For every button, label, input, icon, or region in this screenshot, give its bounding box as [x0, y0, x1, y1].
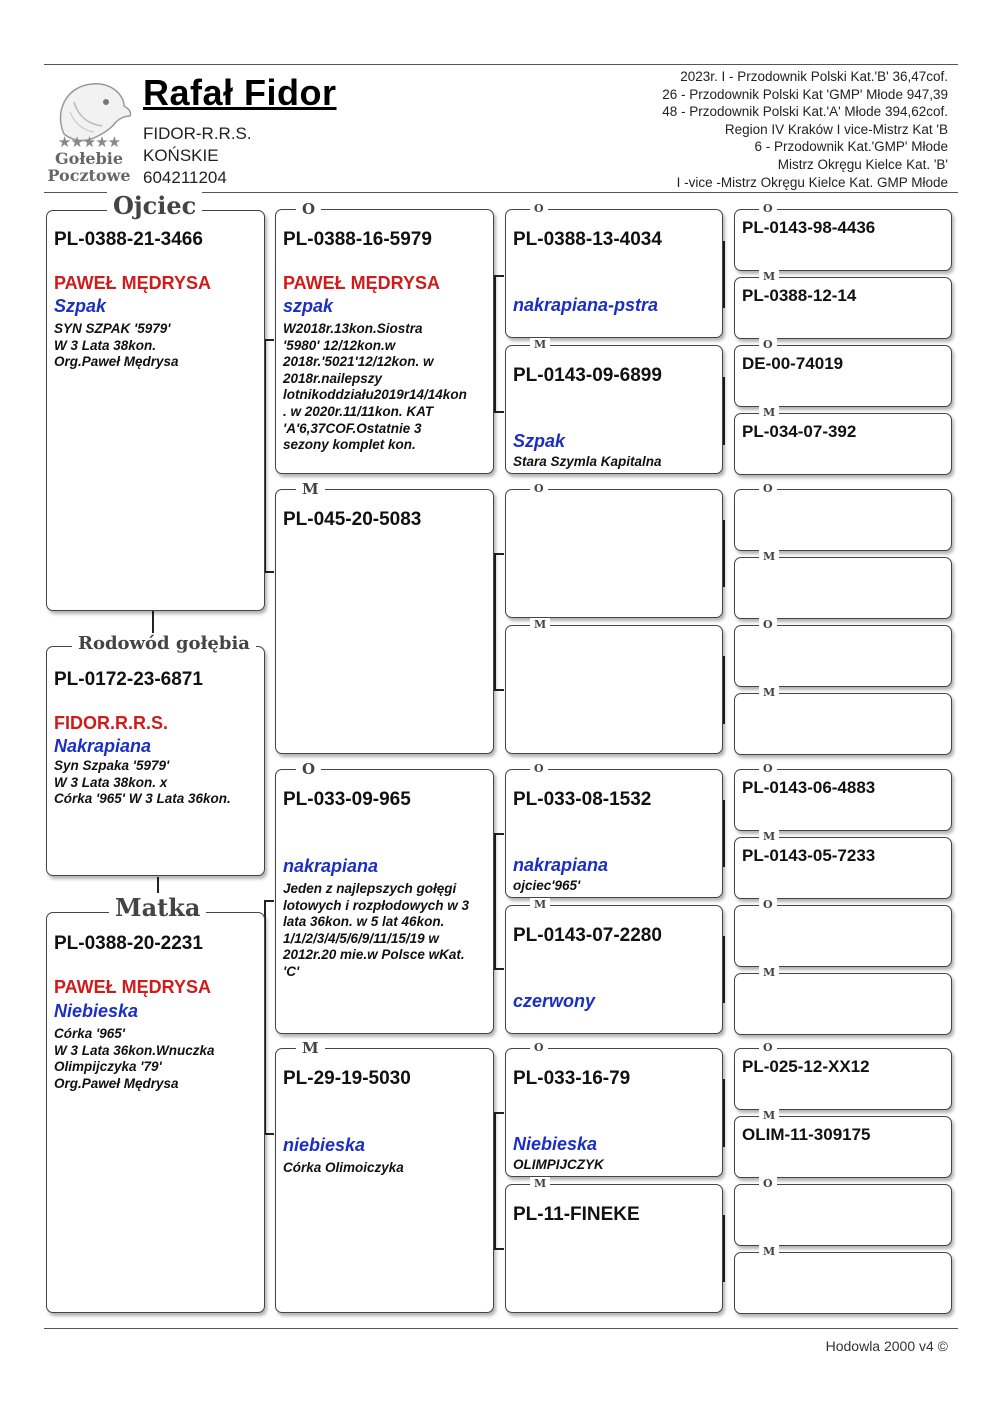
desc-line: Jeden z najlepszych gołęgi lotowych i rozpłodowych w 3 lata 36kon. w 5 lat 46kon. 1/1/2/3/4/5/6/9/11/15/19 w 2012r.20 mie.w Polsce wKat. 'C' [283, 881, 470, 979]
mmm-ring: PL-11-FINEKE [513, 1204, 640, 1225]
subject-description [54, 758, 259, 808]
mother-card[interactable] [46, 893, 265, 1313]
female-label: M [759, 1109, 779, 1122]
gen3-card[interactable] [505, 1177, 723, 1313]
female-label: M [296, 1039, 325, 1057]
father-card[interactable] [46, 191, 265, 611]
subject-ring: PL-0172-23-6871 [54, 669, 203, 690]
male-label: O [759, 338, 777, 351]
gen3-card[interactable] [505, 762, 723, 898]
connector [723, 241, 725, 308]
female-label: M [759, 966, 779, 979]
achievement-line: 48 - Przodownik Polski Kat.'A' Młode 394,62cof. [662, 104, 948, 120]
connector [723, 1079, 725, 1147]
gen4-card[interactable] [734, 550, 952, 619]
gen3-card[interactable] [505, 618, 723, 754]
male-label: O [530, 762, 548, 775]
mm-color: niebieska [283, 1135, 366, 1155]
connector [494, 553, 496, 689]
male-label: O [296, 200, 321, 218]
gen3-card[interactable] [505, 202, 723, 338]
mfm-color: czerwony [513, 991, 596, 1011]
male-label: O [759, 618, 777, 631]
male-label: O [759, 482, 777, 495]
mf-description [283, 881, 488, 981]
connector [264, 571, 274, 573]
connector [494, 1112, 496, 1248]
gen4-card[interactable] [734, 1245, 952, 1314]
female-label: M [759, 550, 779, 563]
connector [723, 377, 725, 445]
female-label: M [759, 830, 779, 843]
achievement-line: Mistrz Okręgu Kielce Kat. 'B' [777, 156, 948, 172]
gen3-card[interactable] [505, 482, 723, 618]
desc-line: Córka Olimoiczyka [283, 1160, 404, 1175]
granddam-paternal-card[interactable] [275, 480, 494, 754]
female-label: M [530, 338, 550, 351]
connector [723, 520, 725, 587]
fm-ring: PL-045-20-5083 [283, 509, 422, 530]
father-ring: PL-0388-21-3466 [54, 229, 203, 250]
male-label: O [759, 202, 777, 215]
breeder-city: KOŃSKIE [143, 146, 219, 165]
male-label: O [759, 1041, 777, 1054]
gen4-card[interactable] [734, 202, 952, 271]
gen4-card[interactable] [734, 898, 952, 967]
ffm-color: Szpak [513, 431, 566, 451]
breeder-loft: FIDOR-R.R.S. [143, 124, 252, 143]
male-label: O [530, 202, 548, 215]
gen4-card[interactable] [734, 406, 952, 475]
female-label: M [759, 1245, 779, 1258]
g4-ring: OLIM-11-309175 [742, 1125, 871, 1144]
mff-ring: PL-033-08-1532 [513, 789, 652, 810]
logo-stars: ★★★★★ [57, 134, 121, 151]
connector [494, 833, 496, 968]
female-label: M [759, 270, 779, 283]
pedigree-label: Rodowód gołębia [72, 633, 256, 654]
gen3-card[interactable] [505, 338, 723, 474]
connector [264, 339, 272, 571]
breeder-name: Rafał Fidor [143, 72, 337, 113]
male-label: O [759, 762, 777, 775]
connector [723, 936, 725, 1003]
mf-ring: PL-033-09-965 [283, 789, 411, 810]
male-label: O [530, 1041, 548, 1054]
connector [494, 411, 504, 413]
achievement-line: Region IV Kraków I vice-Mistrz Kat 'B [724, 121, 948, 137]
gen3-card[interactable] [505, 1041, 723, 1177]
female-label: M [530, 898, 550, 911]
fff-color: nakrapiana-pstra [513, 295, 659, 315]
mother-label: Matka [109, 893, 206, 922]
connector [152, 611, 154, 635]
mm-description [283, 1160, 488, 1177]
g4-ring: PL-0143-05-7233 [742, 846, 876, 865]
mfm-ring: PL-0143-07-2280 [513, 925, 662, 946]
mf-color: nakrapiana [283, 856, 379, 876]
g4-ring: PL-0143-06-4883 [742, 778, 876, 797]
software-credit: Hodowla 2000 v4 © [825, 1338, 948, 1354]
gen4-card[interactable] [734, 966, 952, 1035]
desc-line: Córka '965' W 3 Lata 36kon.Wnuczka Olimpijczyka '79' Org.Paweł Mędrysa [54, 1026, 215, 1091]
connector [494, 1112, 504, 1114]
mmf-description: OLIMPIJCZYK [513, 1157, 604, 1172]
ffm-ring: PL-0143-09-6899 [513, 365, 662, 386]
connector [264, 900, 274, 902]
mm-ring: PL-29-19-5030 [283, 1068, 411, 1089]
female-label: M [759, 406, 779, 419]
gen4-card[interactable] [734, 270, 952, 339]
fff-ring: PL-0388-13-4034 [513, 229, 662, 250]
subject-color: Nakrapiana [54, 736, 152, 756]
male-label: O [759, 1177, 777, 1190]
mother-ring: PL-0388-20-2231 [54, 933, 203, 954]
grandsire-maternal-card[interactable] [275, 760, 494, 1034]
achievement-line: I -vice -Mistrz Okręgu Kielce Kat. GMP Młode [676, 174, 948, 190]
desc-line: Syn Szpaka '5979' W 3 Lata 38kon. x Córka '965' W 3 Lata 36kon. [54, 758, 231, 807]
connector [264, 339, 274, 341]
male-label: O [759, 898, 777, 911]
mmf-color: Niebieska [513, 1134, 598, 1154]
gen3-card[interactable] [505, 898, 723, 1034]
achievement-line: 6 - Przodownik Kat.'GMP' Młode [754, 139, 948, 155]
gen4-card[interactable] [734, 618, 952, 687]
gen4-card[interactable] [734, 1109, 952, 1178]
female-label: M [530, 1177, 550, 1190]
logo-text-line1: Gołebie [54, 149, 124, 168]
mother-color: Niebieska [54, 1001, 139, 1021]
connector [494, 275, 504, 277]
achievements-list [662, 68, 948, 191]
mother-owner: PAWEŁ MĘDRYSA [54, 977, 212, 997]
g4-ring: PL-0143-98-4436 [742, 218, 876, 237]
father-owner: PAWEŁ MĘDRYSA [54, 273, 212, 293]
subject-owner: FIDOR.R.R.S. [54, 713, 169, 733]
achievement-line: 2023r. I - Przodownik Polski Kat.'B' 36,47cof. [680, 69, 948, 84]
connector [723, 1215, 725, 1282]
g4-ring: PL-025-12-XX12 [742, 1057, 870, 1076]
ff-owner: PAWEŁ MĘDRYSA [283, 273, 441, 293]
ff-color: szpak [283, 296, 334, 316]
gen4-card[interactable] [734, 482, 952, 551]
gen4-card[interactable] [734, 1041, 952, 1110]
desc-line: SYN SZPAK '5979' W 3 Lata 38kon. Org.Paweł Mędrysa [54, 321, 179, 370]
ff-description [283, 321, 488, 454]
male-label: O [530, 482, 548, 495]
subject-card[interactable] [46, 633, 265, 876]
female-label: M [296, 480, 325, 498]
father-description [54, 321, 259, 371]
desc-line: W2018r.13kon.Siostra '5980' 12/12kon.w 2018r.'5021'12/12kon. w 2018r.nailepszy lotnikoddziału2019r14/14kon . w 2020r.11/11kon. KAT 'A'6,37COF.Ostatnie 3 sezony komplet kon. [283, 321, 467, 453]
father-label: Ojciec [107, 191, 202, 220]
connector [494, 275, 496, 411]
female-label: M [530, 618, 550, 631]
breeder-phone: 604211204 [143, 168, 227, 187]
achievement-line: 26 - Przodownik Polski Kat 'GMP' Młode 947,39 [662, 86, 948, 102]
gen4-card[interactable] [734, 762, 952, 831]
connector [494, 833, 504, 835]
ffm-description: Stara Szymla Kapitalna [513, 454, 662, 469]
male-label: O [296, 760, 321, 778]
grandsire-paternal-card[interactable] [275, 200, 494, 474]
mmf-ring: PL-033-16-79 [513, 1068, 631, 1089]
g4-ring: DE-00-74019 [742, 354, 844, 373]
g4-ring: PL-0388-12-14 [742, 286, 857, 305]
footer-rule [44, 1328, 958, 1329]
mother-description [54, 1026, 259, 1092]
logo-text-line2: Pocztowe [47, 166, 131, 185]
connector [264, 1133, 274, 1135]
mff-color: nakrapiana [513, 855, 609, 875]
mff-description: ojciec'965' [513, 878, 581, 893]
gen4-card[interactable] [734, 338, 952, 407]
connector [494, 553, 504, 555]
connector [723, 800, 725, 867]
connector [494, 968, 504, 970]
gen4-card[interactable] [734, 1177, 952, 1246]
connector [494, 1248, 504, 1250]
connector [494, 689, 504, 691]
father-color: Szpak [54, 296, 107, 316]
granddam-maternal-card[interactable] [275, 1039, 494, 1313]
connector [723, 656, 725, 724]
gen4-card[interactable] [734, 830, 952, 899]
ff-ring: PL-0388-16-5979 [283, 229, 432, 250]
female-label: M [759, 686, 779, 699]
top-rule [44, 64, 958, 65]
g4-ring: PL-034-07-392 [742, 422, 857, 441]
gen4-card[interactable] [734, 686, 952, 755]
